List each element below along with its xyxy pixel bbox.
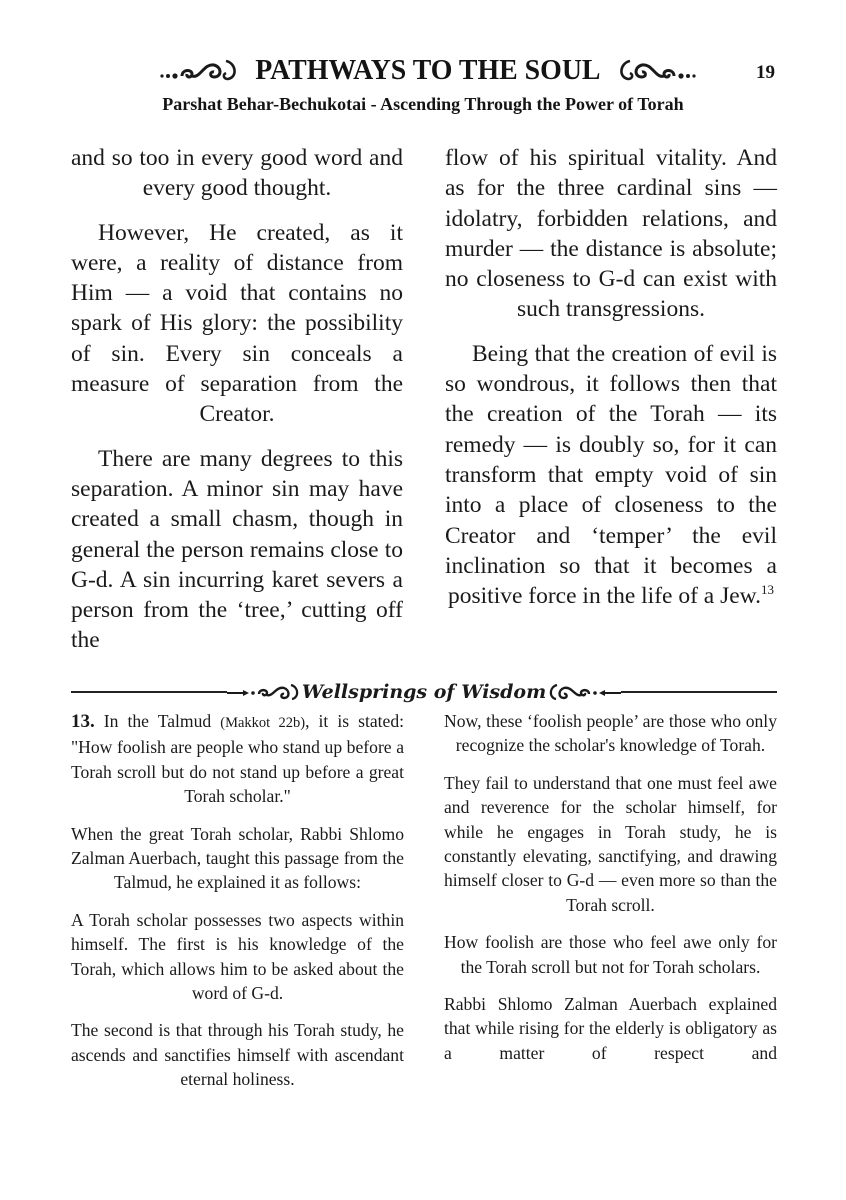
flourish-ornament-right-icon xyxy=(608,55,700,85)
footnote-intro: In the Talmud xyxy=(103,711,212,731)
footnote-paragraph: How foolish are those who feel awe only for the Torah scroll but not for Torah scholars. xyxy=(444,932,777,977)
divider-title: Wellsprings of Wisdom xyxy=(301,681,547,703)
flourish-ornament-right-icon xyxy=(549,681,621,703)
footnotes-right-column xyxy=(444,709,777,1105)
footnote-marker[interactable]: 13 xyxy=(761,582,774,598)
divider-heading xyxy=(227,681,621,703)
footnotes xyxy=(71,709,777,1105)
divider-rule-left xyxy=(71,691,227,693)
footnote-paragraph xyxy=(71,709,404,809)
footnotes-divider xyxy=(71,679,777,705)
main-text-right-column xyxy=(445,143,777,670)
footnote-paragraph: A Torah scholar possesses two aspects within himself. The first is his knowledge of the Torah, which allows him to be asked about the word of G-d. xyxy=(71,909,404,1004)
footnote-text: , it is stated: "How foolish are people who stand up before a Torah scroll but do not stand up before a great Torah scholar." xyxy=(71,711,405,807)
running-title xyxy=(128,52,728,88)
paragraph: There are many degrees to this separation. A minor sin may have created a small chasm, though in general the person remains close to G-d. A sin incurring karet severs a person from the ‘tree,’ cutting off the xyxy=(71,445,403,654)
footnotes-left-column xyxy=(71,709,404,1105)
paragraph-text: Being that the creation of evil is so wondrous, it follows then that the creation of the Torah — its remedy — is doubly so, for it can transform that empty void of sin into a place of closeness to the Creator and ‘temper’ the evil inclination so that it becomes a positive force in the life of a Jew. xyxy=(445,340,777,610)
footnote-number: 13. xyxy=(71,711,95,732)
book-title: PATHWAYS TO THE SOUL xyxy=(255,53,601,86)
footnote-paragraph: When the great Torah scholar, Rabbi Shlomo Zalman Auerbach, taught this passage from the Talmud, he explained it as follows: xyxy=(71,823,404,893)
paragraph xyxy=(445,339,777,612)
divider-rule-right xyxy=(621,691,777,693)
footnote-paragraph: Rabbi Shlomo Zalman Auerbach explained that while rising for the elderly is obligatory as a matter of respect and xyxy=(444,994,777,1063)
paragraph: However, He created, as it were, a reality of distance from Him — a void that contains no spark of His glory: the possibility of sin. Every sin conceals a measure of separation from the Creator. xyxy=(71,219,403,428)
flourish-ornament-left-icon xyxy=(227,681,299,703)
paragraph: flow of his spiritual vitality. And as for the three cardinal sins — idolatry, forbidden relations, and murder — the distance is absolute; no closeness to G-d can exist with such transgressions. xyxy=(445,145,777,323)
footnote-paragraph: They fail to understand that one must feel awe and reverence for the scholar himself, for while he engages in Torah study, he is constantly elevating, sanctifying, and drawing himself closer to G-d — even more so than the Torah scroll. xyxy=(444,772,777,915)
main-text-left-column xyxy=(71,143,403,670)
page-header xyxy=(0,52,846,132)
source-reference: (Makkot 22b) xyxy=(220,715,306,731)
flourish-ornament-left-icon xyxy=(156,55,248,85)
footnote-paragraph: Now, these ‘foolish people’ are those who only recognize the scholar's knowledge of Torah. xyxy=(444,711,777,756)
chapter-subtitle: Parshat Behar-Bechukotai - Ascending Through the Power of Torah xyxy=(162,94,684,114)
main-text xyxy=(71,143,777,670)
footnote-paragraph: The second is that through his Torah study, he ascends and sanctifies himself with ascendant eternal holiness. xyxy=(71,1020,404,1090)
paragraph: and so too in every good word and every good thought. xyxy=(71,145,403,202)
page-number: 19 xyxy=(756,62,775,83)
